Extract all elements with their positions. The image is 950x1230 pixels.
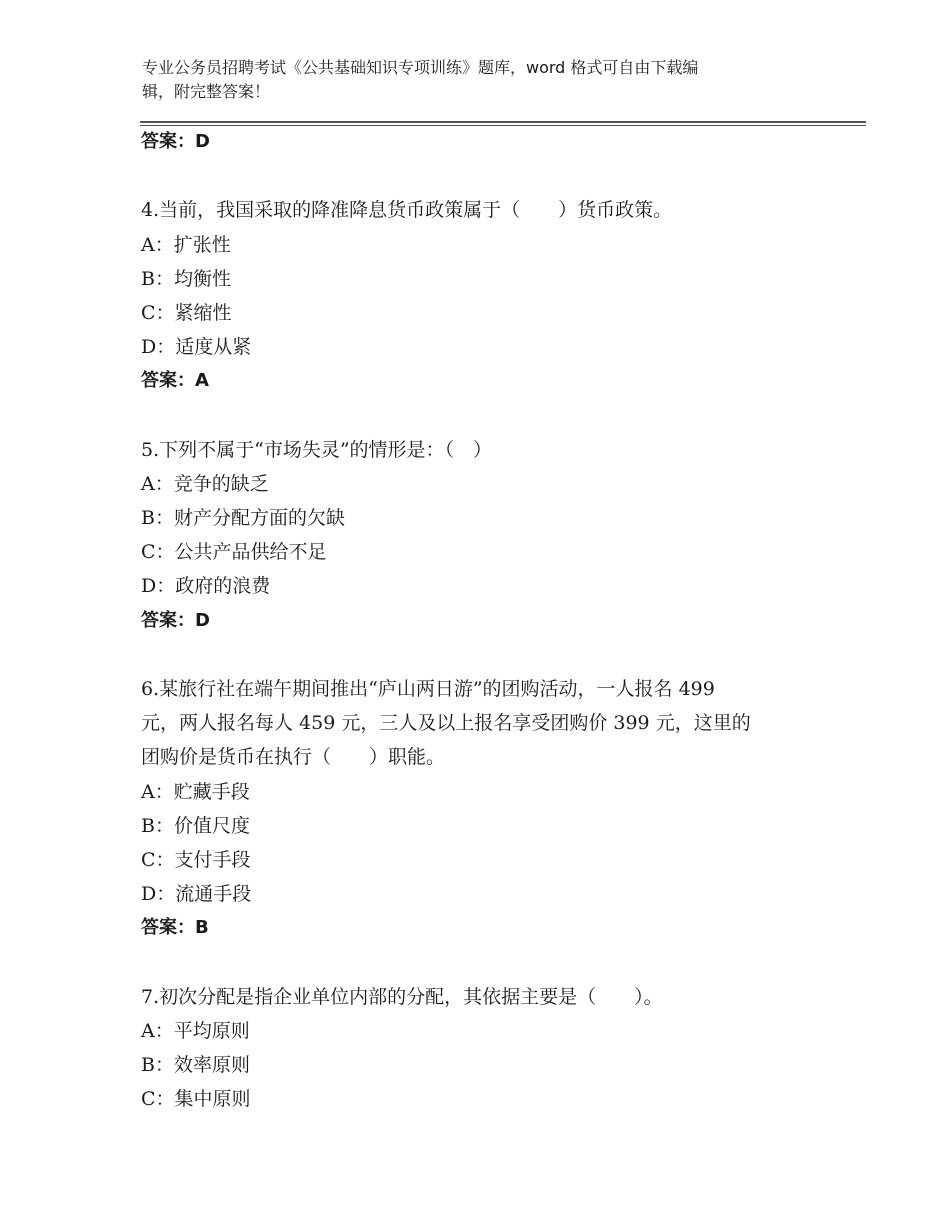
option-d: D：流通手段	[141, 883, 252, 906]
spacer	[141, 159, 841, 193]
spacer	[141, 946, 841, 980]
option-b: B：均衡性	[141, 267, 231, 290]
option-a: A：扩张性	[141, 233, 231, 256]
question-text-line-2: 元，两人报名每人 459 元，三人及以上报名享受团购价 399 元，这里的	[141, 712, 751, 735]
header-title-line-2: 辑，附完整答案！	[142, 82, 271, 101]
option-a: A：贮藏手段	[141, 780, 250, 803]
question-text: 7.初次分配是指企业单位内部的分配，其依据主要是（ ）。	[141, 985, 663, 1008]
question-5	[141, 433, 841, 638]
header-title-line-1: 专业公务员招聘考试《公共基础知识专项训练》题库，word 格式可自由下载编	[142, 58, 699, 77]
question-text-line-1: 6.某旅行社在端午期间推出“庐山两日游”的团购活动，一人报名 499	[141, 678, 715, 700]
spacer	[141, 399, 841, 433]
option-c: C：公共产品供给不足	[141, 541, 327, 564]
question-text: 4.当前，我国采取的降准降息货币政策属于（ ）货币政策。	[141, 199, 673, 222]
page-header	[142, 56, 802, 104]
option-c: C：紧缩性	[141, 301, 232, 324]
option-b: B：财产分配方面的欠缺	[141, 507, 345, 530]
option-c: C：集中原则	[141, 1088, 251, 1111]
answer: 答案：A	[141, 370, 209, 392]
option-c: C：支付手段	[141, 848, 251, 871]
question-4	[141, 193, 841, 398]
option-d: D：政府的浪费	[141, 575, 271, 598]
question-list	[141, 125, 841, 1116]
option-b: B：价值尺度	[141, 814, 250, 837]
option-b: B：效率原则	[141, 1054, 250, 1077]
question-text: 5.下列不属于“市场失灵”的情形是：（ ）	[141, 438, 493, 461]
previous-answer: 答案：D	[141, 131, 210, 152]
option-a: A：竞争的缺乏	[141, 472, 269, 495]
question-6	[141, 672, 841, 946]
question-7	[141, 980, 841, 1117]
answer: 答案：D	[141, 609, 210, 631]
option-d: D：适度从紧	[141, 336, 252, 359]
question-text-line-3: 团购价是货币在执行（ ）职能。	[141, 746, 446, 769]
answer: 答案：B	[141, 917, 209, 939]
spacer	[141, 638, 841, 672]
option-a: A：平均原则	[141, 1019, 250, 1042]
